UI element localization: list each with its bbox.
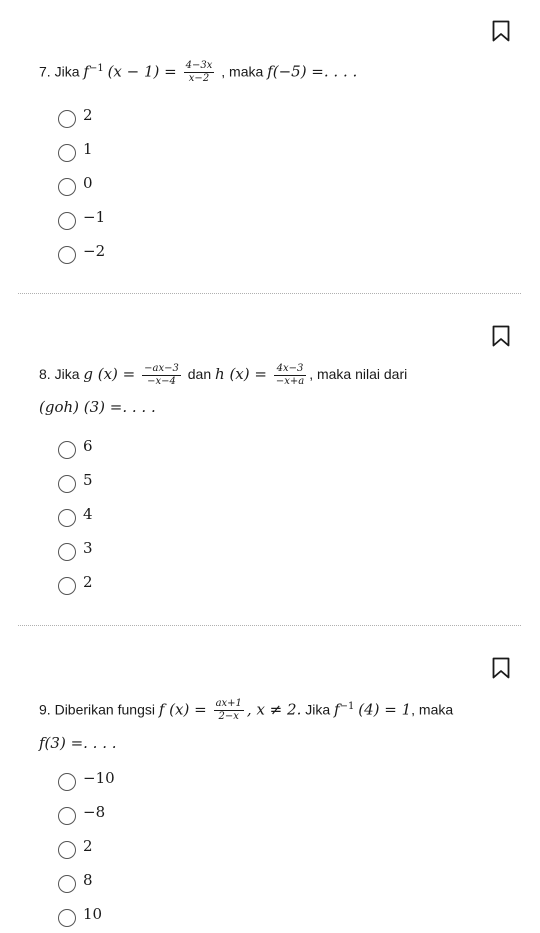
- option-label: 10: [83, 905, 103, 923]
- radio-button[interactable]: [58, 475, 76, 493]
- option[interactable]: [58, 906, 102, 930]
- radio-button[interactable]: [58, 875, 76, 893]
- option[interactable]: [58, 472, 93, 496]
- fraction-numerator: −ax−3: [144, 362, 179, 374]
- option[interactable]: [58, 209, 105, 233]
- fraction-numerator: ax+1: [215, 698, 242, 710]
- math-exponent: −1: [88, 63, 104, 74]
- option[interactable]: [58, 506, 93, 530]
- option-label: 1: [83, 140, 93, 158]
- option-label: 5: [83, 471, 93, 489]
- option[interactable]: [58, 243, 105, 267]
- fraction: [184, 60, 215, 85]
- option-label: 2: [83, 106, 93, 124]
- radio-button[interactable]: [58, 807, 76, 825]
- option-label: 3: [83, 539, 93, 557]
- fraction-denominator: x−2: [188, 73, 210, 85]
- math-expression: (goh) (3) =. . . .: [39, 398, 156, 416]
- question-number: 8.: [39, 366, 51, 382]
- option-label: −1: [83, 208, 106, 226]
- fraction: [274, 363, 306, 388]
- radio-button[interactable]: [58, 543, 76, 561]
- fraction-numerator: 4x−3: [274, 363, 306, 376]
- option[interactable]: [58, 540, 93, 564]
- bookmark-icon[interactable]: [492, 657, 510, 679]
- option-label: −2: [83, 242, 106, 260]
- radio-button[interactable]: [58, 509, 76, 527]
- math-expression: , x ≠ 2.: [246, 700, 302, 719]
- option-label: 0: [83, 174, 93, 192]
- math-expression: h (x) =: [215, 365, 267, 383]
- math-expression: (x − 1) =: [107, 62, 177, 81]
- radio-button[interactable]: [58, 841, 76, 859]
- option-label: 6: [83, 437, 93, 455]
- question-number: 7.: [39, 63, 51, 80]
- fraction: [214, 698, 244, 723]
- fraction: [142, 363, 181, 388]
- math-expression: f(3) =. . . .: [39, 733, 117, 752]
- radio-button[interactable]: [58, 577, 76, 595]
- radio-button[interactable]: [58, 909, 76, 927]
- option-label: −8: [83, 803, 106, 821]
- math-expression: (4) = 1: [358, 700, 412, 719]
- option-label: 2: [83, 837, 93, 855]
- fraction-denominator: 2−x: [218, 711, 239, 723]
- radio-button[interactable]: [58, 246, 76, 264]
- radio-button[interactable]: [58, 178, 76, 196]
- math-expression: g (x) =: [83, 365, 136, 383]
- option-label: −10: [83, 769, 115, 787]
- radio-button[interactable]: [58, 144, 76, 162]
- math-exponent: −1: [339, 701, 355, 712]
- option[interactable]: [58, 838, 93, 862]
- option-label: 8: [83, 871, 93, 889]
- fraction-denominator: −x+a: [275, 375, 305, 387]
- question-number: 9.: [39, 701, 51, 718]
- question-text: 9. Diberikan fungsi f (x) = $\frac{ax+1}{2-x}$ , x ≠ 2. Jika $f^{-1}$ (4) = 1, maka f(3) =. . . .: [39, 698, 454, 752]
- math-f: f: [334, 700, 340, 719]
- math-f: f: [83, 62, 89, 81]
- option[interactable]: [58, 770, 115, 794]
- option[interactable]: [58, 141, 93, 165]
- math-expression: f(−5) =. . . .: [267, 62, 358, 81]
- option[interactable]: [58, 804, 105, 828]
- option[interactable]: [58, 872, 93, 896]
- option-label: 2: [83, 573, 93, 591]
- question-text: 8. Jika g (x) = $\frac{-ax-3}{-x-4}$ dan h (x) = $\frac{4x-3}{-x+a}$ , maka nilai dari (goh) (3) =. . . .: [39, 362, 408, 416]
- option[interactable]: [58, 107, 93, 131]
- option-label: 4: [83, 505, 93, 523]
- question-text: 7. Jika $f^{-1}$ (x − 1) = $\frac{4-3x}{x-2}$ , maka f(−5) =. . . .: [39, 60, 358, 85]
- math-expression: f (x) =: [158, 700, 207, 719]
- option[interactable]: [58, 438, 93, 462]
- radio-button[interactable]: [58, 441, 76, 459]
- divider: [18, 625, 521, 626]
- fraction-denominator: −x−4: [147, 375, 176, 387]
- divider: [18, 293, 521, 294]
- radio-button[interactable]: [58, 212, 76, 230]
- option[interactable]: [58, 175, 93, 199]
- radio-button[interactable]: [58, 110, 76, 128]
- bookmark-icon[interactable]: [492, 20, 510, 42]
- bookmark-icon[interactable]: [492, 325, 510, 347]
- option[interactable]: [58, 574, 93, 598]
- radio-button[interactable]: [58, 773, 76, 791]
- fraction-numerator: 4−3x: [185, 60, 213, 72]
